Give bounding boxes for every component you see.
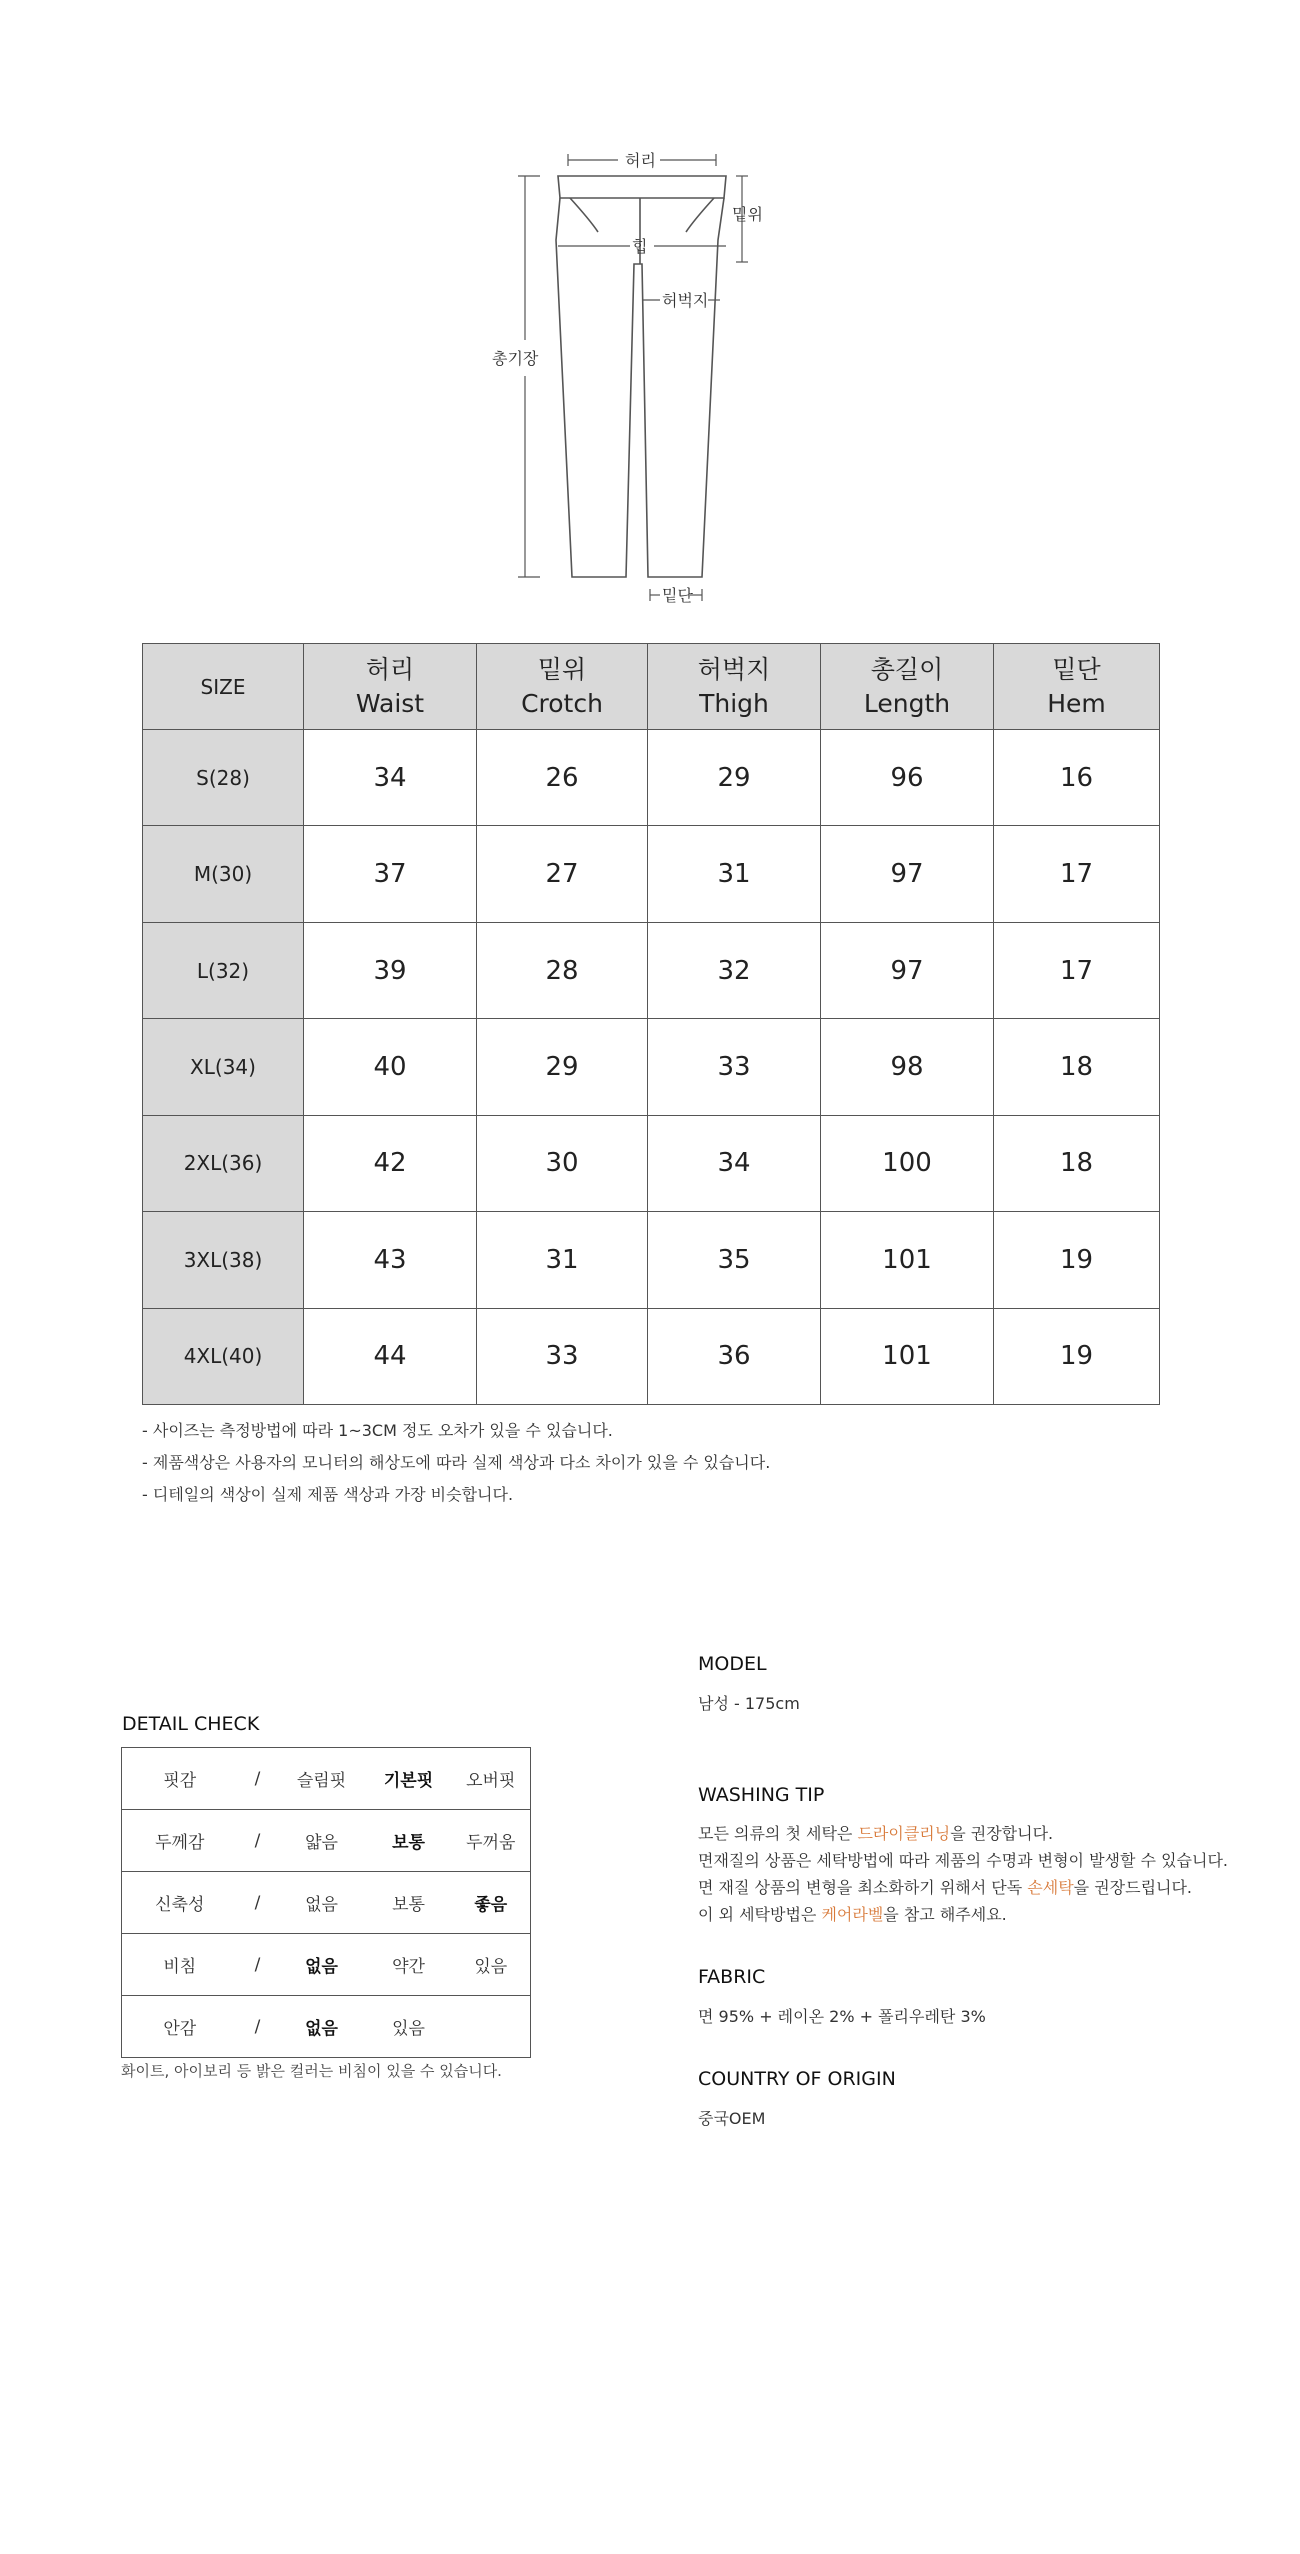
washing-line-2: 면재질의 상품은 세탁방법에 따라 제품의 수명과 변형이 발생할 수 있습니다. [698,1851,1228,1870]
table-cell: 26 [477,730,648,826]
table-cell: 100 [821,1115,994,1211]
table-cell: 31 [648,826,821,922]
table-cell: 27 [477,826,648,922]
detail-separator: / [238,1810,278,1872]
detail-option: 보통 [366,1810,452,1872]
table-cell: 18 [994,1115,1160,1211]
washing-line-3: 면 재질 상품의 변형을 최소화하기 위해서 단독 손세탁을 권장드립니다. [698,1878,1193,1897]
thigh-label: 허벅지 [662,291,709,310]
table-cell: 97 [821,922,994,1018]
model-title: MODEL [698,1653,767,1675]
detail-option: 없음 [278,1872,366,1934]
hem-label: 밑단 [662,586,693,605]
table-cell: 33 [648,1019,821,1115]
size-label: 3XL(38) [143,1212,304,1308]
detail-option: 좋음 [452,1872,531,1934]
table-cell: 96 [821,730,994,826]
table-cell: 32 [648,922,821,1018]
table-cell: 17 [994,922,1160,1018]
table-row [143,730,1160,826]
hip-label: 힙 [632,237,648,256]
care-label-highlight: 케어라벨 [821,1905,884,1924]
size-label: 4XL(40) [143,1308,304,1404]
table-cell: 29 [648,730,821,826]
table-cell: 39 [304,922,477,1018]
detail-option: 기본핏 [366,1748,452,1810]
table-cell: 29 [477,1019,648,1115]
waist-label: 허리 [625,151,656,170]
table-cell: 34 [648,1115,821,1211]
color-note: - 제품색상은 사용자의 모니터의 해상도에 따라 실제 색상과 다소 차이가 있을 수 있습니다. [142,1453,771,1472]
detail-label: 비침 [122,1934,238,1996]
table-cell: 19 [994,1212,1160,1308]
col-header-thigh: 허벅지 Thigh [648,644,821,730]
detail-row [122,1934,531,1996]
detail-option: 두꺼움 [452,1810,531,1872]
detail-check-note: 화이트, 아이보리 등 밝은 컬러는 비침이 있을 수 있습니다. [121,2062,502,2080]
table-cell: 43 [304,1212,477,1308]
detail-separator: / [238,1934,278,1996]
table-cell: 31 [477,1212,648,1308]
dry-cleaning-highlight: 드라이클리닝 [857,1824,951,1843]
origin-text: 중국OEM [698,2109,766,2128]
hand-wash-highlight: 손세탁 [1027,1878,1074,1897]
table-row [143,826,1160,922]
detail-row [122,1810,531,1872]
table-cell: 17 [994,826,1160,922]
table-cell: 97 [821,826,994,922]
pants-diagram [480,140,820,620]
size-label: L(32) [143,922,304,1018]
detail-check-title: DETAIL CHECK [122,1713,260,1735]
detail-label: 신축성 [122,1872,238,1934]
detail-option: 있음 [452,1934,531,1996]
detail-option: 얇음 [278,1810,366,1872]
detail-color-note: - 디테일의 색상이 실제 제품 색상과 가장 비슷합니다. [142,1485,514,1504]
col-header-crotch: 밑위 Crotch [477,644,648,730]
table-cell: 19 [994,1308,1160,1404]
col-header-hem: 밑단 Hem [994,644,1160,730]
model-text: 남성 - 175cm [698,1694,800,1713]
table-cell: 101 [821,1308,994,1404]
size-header: SIZE [143,644,304,730]
table-cell: 36 [648,1308,821,1404]
detail-row [122,1748,531,1810]
table-row [143,1115,1160,1211]
detail-option: 오버핏 [452,1748,531,1810]
table-row [143,1212,1160,1308]
size-table [142,643,1160,1405]
size-label: XL(34) [143,1019,304,1115]
table-cell: 16 [994,730,1160,826]
detail-option: 없음 [278,1996,366,2058]
origin-title: COUNTRY OF ORIGIN [698,2068,896,2090]
detail-option: 슬림핏 [278,1748,366,1810]
table-cell: 33 [477,1308,648,1404]
table-cell: 37 [304,826,477,922]
detail-option: 있음 [366,1996,452,2058]
detail-label: 핏감 [122,1748,238,1810]
table-row [143,922,1160,1018]
col-header-length: 총길이 Length [821,644,994,730]
fabric-title: FABRIC [698,1966,766,1988]
table-cell: 101 [821,1212,994,1308]
length-label: 총기장 [492,349,539,368]
detail-check-table [121,1747,531,2058]
detail-option [452,1996,531,2058]
col-header-waist: 허리 Waist [304,644,477,730]
detail-label: 안감 [122,1996,238,2058]
detail-option: 약간 [366,1934,452,1996]
table-cell: 30 [477,1115,648,1211]
size-table-header [143,644,1160,730]
washing-line-4: 이 외 세탁방법은 케어라벨을 참고 해주세요. [698,1905,1007,1924]
detail-separator: / [238,1996,278,2058]
detail-option: 없음 [278,1934,366,1996]
detail-row [122,1872,531,1934]
detail-separator: / [238,1872,278,1934]
size-label: 2XL(36) [143,1115,304,1211]
detail-row [122,1996,531,2058]
fabric-text: 면 95% + 레이온 2% + 폴리우레탄 3% [698,2007,986,2026]
detail-option: 보통 [366,1872,452,1934]
table-cell: 40 [304,1019,477,1115]
size-label: S(28) [143,730,304,826]
crotch-label: 밑위 [732,205,763,224]
table-cell: 42 [304,1115,477,1211]
table-row [143,1308,1160,1404]
detail-separator: / [238,1748,278,1810]
table-cell: 44 [304,1308,477,1404]
table-cell: 18 [994,1019,1160,1115]
washing-title: WASHING TIP [698,1784,825,1806]
table-row [143,1019,1160,1115]
table-cell: 98 [821,1019,994,1115]
washing-line-1: 모든 의류의 첫 세탁은 드라이클리닝을 권장합니다. [698,1824,1054,1843]
table-cell: 28 [477,922,648,1018]
size-label: M(30) [143,826,304,922]
table-cell: 34 [304,730,477,826]
size-note: - 사이즈는 측정방법에 따라 1~3CM 정도 오차가 있을 수 있습니다. [142,1421,613,1440]
detail-label: 두께감 [122,1810,238,1872]
washing-text [698,1820,1228,1928]
table-cell: 35 [648,1212,821,1308]
